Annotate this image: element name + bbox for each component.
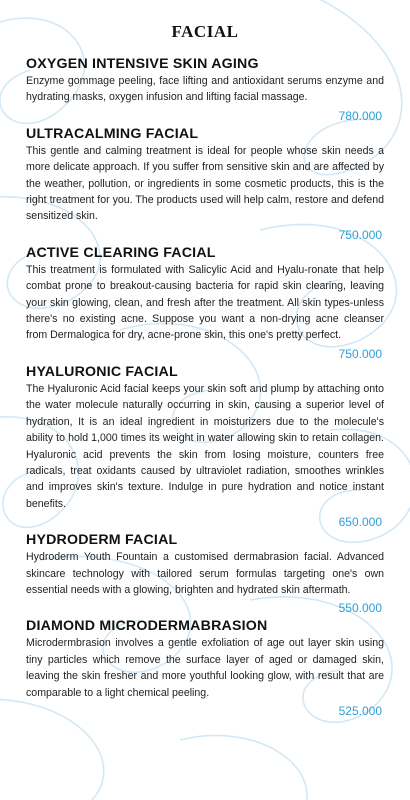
- service-item: [26, 618, 384, 719]
- service-name: HYALURONIC FACIAL: [26, 363, 178, 380]
- service-price: 550.000: [338, 601, 382, 616]
- service-item: [26, 364, 384, 530]
- service-item: [26, 245, 384, 362]
- page-title: FACIAL: [171, 22, 239, 41]
- service-name: HYDRODERM FACIAL: [26, 532, 178, 549]
- service-price: 525.000: [338, 703, 382, 718]
- service-price: 650.000: [338, 515, 382, 530]
- service-description: This gentle and calming treatment is ideal for people whose skin needs a more delicate approach. If you suffer from sensitive skin and are affected by the weather, pollution, or ingredients in some cosmetic products, this is the right treatment for you. The products used will help calm, restore and defend sensitized skin.: [26, 144, 384, 223]
- service-description: Microdermbrasion involves a gentle exfoliation of age out layer skin using tiny particles which remove the surface layer of aged or damaged skin, leaving the skin fresher and more youthful looking glow, with result that are comparable to a light chemical peeling.: [26, 637, 384, 699]
- service-description: Enzyme gommage peeling, face lifting and antioxidant serums enzyme and hydrating masks, oxygen infusion and lifting facial massage.: [26, 75, 384, 104]
- service-price: 780.000: [338, 108, 382, 123]
- service-name: OXYGEN INTENSIVE SKIN AGING: [26, 56, 259, 72]
- service-name: ACTIVE CLEARING FACIAL: [26, 244, 216, 261]
- service-name: DIAMOND MICRODERMABRASION: [26, 618, 268, 635]
- service-name: ULTRACALMING FACIAL: [26, 125, 199, 142]
- service-description: This treatment is formulated with Salicylic Acid and Hyalu-ronate that help combat prone to breakout-causing bacteria for rapid skin clearing, leaving your skin glowing, clean, and fresh after the treatment. All skin types-unless there's no existing acne. Suppose you want a non-drying acne cleanser from Dermalogica for dry, acne-prone skin, this one's pretty perfect.: [26, 263, 384, 342]
- service-item: [26, 126, 384, 243]
- service-description: Hydroderm Youth Fountain a customised dermabrasion facial. Advanced skincare technology with tailored serum formulas targeting one's own essential needs with a glowing, brighten and hydrated skin aftermath.: [26, 551, 384, 596]
- service-description: The Hyaluronic Acid facial keeps your skin soft and plump by attaching onto the water molecule naturally occurring in skin, causing a superior level of hydration, It is an ideal ingredient in moisturizers due to the molecule's ability to hold 1,000 times its weight in water allowing skin to retain collagen. Hyaluronic acid prevents the skin from losing moisture, counters free radicals, treat oxidants caused by ultraviolet radiation, smoothes wrinkles and improves skin's texture. Indulge in pure hydration and notice instant benefits.: [26, 382, 384, 510]
- service-item: [26, 56, 384, 124]
- service-item: [26, 532, 384, 616]
- service-price: 750.000: [338, 227, 382, 242]
- service-price: 750.000: [338, 346, 382, 361]
